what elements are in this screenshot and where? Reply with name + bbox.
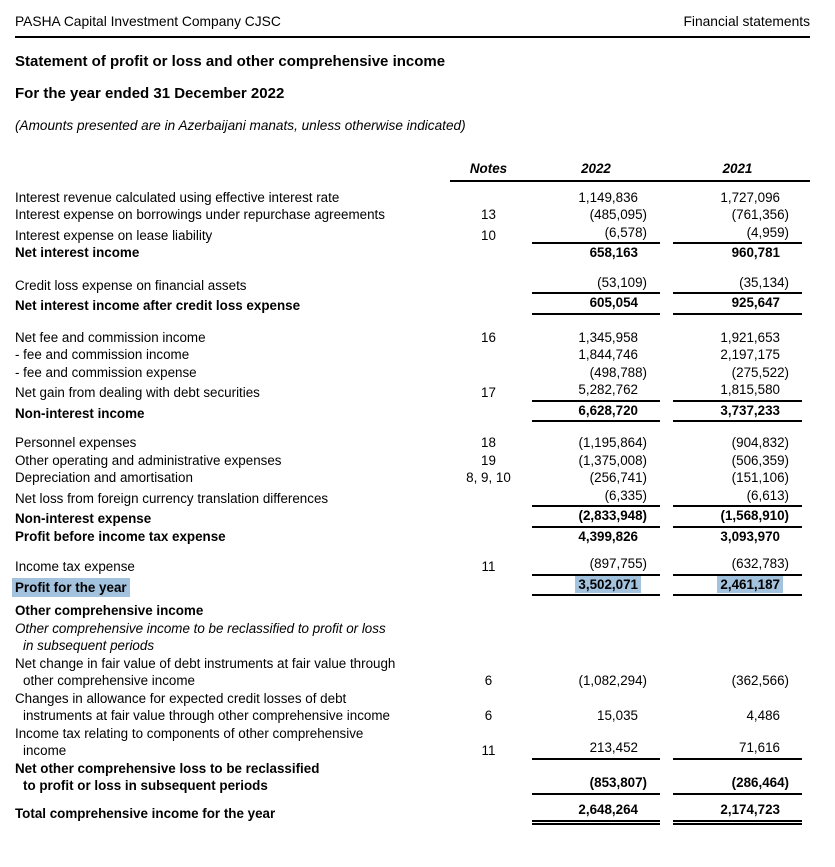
- table-row: [15, 690, 810, 725]
- row-label: [15, 760, 450, 795]
- row-label: [15, 452, 450, 470]
- row-label-line1: [15, 490, 450, 508]
- row-label: [15, 364, 450, 382]
- row-note: 6: [484, 673, 493, 688]
- row-label: [15, 620, 450, 655]
- row-note: 11: [481, 743, 496, 758]
- row-label-line1: [15, 579, 450, 597]
- row-label-line1: [15, 725, 450, 743]
- row-label: [15, 346, 450, 364]
- row-value-text: (853,807): [589, 775, 647, 790]
- row-value-2022: [532, 555, 660, 576]
- row-label-line2: income: [23, 743, 67, 758]
- row-value-text: (761,356): [731, 207, 789, 222]
- row-value-text: (256,741): [589, 470, 647, 485]
- row-value-2022: [532, 224, 660, 245]
- row-label: [15, 206, 450, 224]
- row-value-text: (151,106): [731, 470, 789, 485]
- row-label-text: Total comprehensive income for the year: [15, 805, 276, 821]
- row-label-text: Credit loss expense on financial assets: [15, 277, 247, 293]
- row-value-2022: [532, 434, 660, 452]
- row-value-2022: [532, 774, 660, 795]
- table-row: [15, 346, 810, 364]
- row-label-text: Personnel expenses: [15, 435, 137, 450]
- row-value-text: 1,921,653: [720, 329, 780, 345]
- table-row: [15, 801, 810, 823]
- table-row: [15, 760, 810, 795]
- row-label-line1: [15, 297, 450, 315]
- table-row: [15, 274, 810, 295]
- company-name: PASHA Capital Investment Company CJSC: [15, 14, 281, 29]
- row-value-2021: [673, 244, 802, 262]
- row-value-text: 5,282,762: [578, 382, 638, 397]
- row-label-line1: [15, 189, 450, 207]
- row-label-text: Net change in fair value of debt instruments at fair value through: [15, 655, 396, 671]
- row-value-text: (6,578): [604, 224, 647, 240]
- row-value-text: 213,452: [589, 740, 638, 755]
- table-row: [15, 224, 810, 245]
- header-label-spacer: [15, 160, 450, 182]
- row-value-text: (897,755): [589, 556, 647, 571]
- row-label: [15, 329, 450, 347]
- table-header-row: [15, 160, 810, 182]
- row-value-text: 71,616: [739, 740, 780, 755]
- row-label: [15, 227, 450, 245]
- row-label-line1: [15, 620, 450, 638]
- row-label-line2: to profit or loss in subsequent periods: [23, 778, 268, 793]
- row-label: [15, 655, 450, 690]
- row-label-text: Depreciation and amortisation: [15, 470, 193, 485]
- row-label: [15, 384, 450, 402]
- row-value-2022: [532, 452, 660, 470]
- row-label-line2: in subsequent periods: [23, 638, 155, 653]
- row-label: [15, 558, 450, 576]
- table-row: [15, 434, 810, 452]
- column-header-notes: Notes: [469, 161, 508, 176]
- row-value-2022: [532, 402, 660, 423]
- row-label-text: Interest expense on borrowings under repurchase agreements: [15, 207, 385, 222]
- row-note: 16: [481, 329, 496, 345]
- row-value-2022: [532, 189, 660, 207]
- row-note: 19: [481, 452, 496, 468]
- header-right-label: Financial statements: [683, 14, 810, 29]
- row-value-2021: [673, 346, 802, 364]
- row-value-2021: [673, 381, 802, 402]
- row-value-2021: [673, 329, 802, 347]
- row-value-2021: [673, 576, 802, 597]
- row-label-text: Net fee and commission income: [15, 329, 206, 345]
- row-value-text: 2,648,264: [578, 801, 638, 817]
- row-label-text: Net interest income: [15, 245, 140, 260]
- row-value-text: (4,959): [746, 224, 789, 240]
- row-label-text: Net gain from dealing with debt securities: [15, 385, 260, 400]
- row-value-text: 15,035: [597, 708, 638, 723]
- table-row: [15, 620, 810, 655]
- row-label: [15, 405, 450, 423]
- row-value-text: (6,613): [746, 487, 789, 503]
- row-value-text: 4,399,826: [578, 528, 638, 544]
- row-value-text: (904,832): [731, 435, 789, 450]
- row-label: [15, 244, 450, 262]
- row-label-line1: [15, 655, 450, 673]
- table-row: [15, 528, 810, 546]
- table-row: [15, 244, 810, 262]
- row-label: [15, 602, 450, 620]
- row-value-2022: [532, 672, 660, 690]
- row-label-line2: other comprehensive income: [23, 673, 195, 688]
- row-value-2021: [673, 528, 802, 546]
- row-value-text: 1,815,580: [720, 382, 780, 397]
- row-value-2022: [532, 274, 660, 295]
- row-label: [15, 297, 450, 315]
- financial-table-body: [15, 182, 810, 823]
- table-row: [15, 555, 810, 576]
- row-value-2022: [532, 469, 660, 487]
- row-value-text: 1,345,958: [578, 329, 638, 345]
- row-value-2021: [673, 487, 802, 508]
- section-spacer: [15, 315, 810, 329]
- row-label-text: Non-interest income: [15, 405, 145, 421]
- row-note: 17: [481, 385, 496, 400]
- row-label: [15, 189, 450, 207]
- row-value-text: 960,781: [731, 245, 780, 260]
- row-value-2022: [532, 346, 660, 364]
- section-spacer: [15, 422, 810, 434]
- row-value-text: 4,486: [746, 708, 780, 723]
- row-value-text: (632,783): [731, 556, 789, 571]
- row-label-line1: [15, 277, 450, 295]
- row-value-text: 3,093,970: [720, 528, 780, 544]
- row-label-text: Profit before income tax expense: [15, 528, 226, 544]
- table-row: [15, 381, 810, 402]
- row-value-text: (506,359): [731, 452, 789, 468]
- table-row: [15, 189, 810, 207]
- row-value-text: (275,522): [731, 364, 789, 380]
- row-note: 11: [481, 559, 496, 574]
- row-label: [15, 510, 450, 528]
- row-label-line1: [15, 329, 450, 347]
- row-value-2022: [532, 507, 660, 528]
- row-label-text: Non-interest expense: [15, 511, 152, 526]
- row-label-line1: [15, 760, 450, 778]
- row-label-text: Interest revenue calculated using effective interest rate: [15, 189, 340, 205]
- row-value-2022: [532, 528, 660, 546]
- row-label-text: Changes in allowance for expected credit losses of debt: [15, 690, 347, 706]
- row-value-text: (1,568,910): [720, 508, 789, 523]
- row-value-text: 605,054: [589, 295, 638, 310]
- row-value-2022: [532, 739, 660, 760]
- row-label: [15, 434, 450, 452]
- row-value-2021: [673, 189, 802, 207]
- section-spacer: [15, 545, 810, 555]
- statement-title: Statement of profit or loss and other comprehensive income: [15, 53, 446, 70]
- row-label-line1: [15, 805, 450, 823]
- column-header-2022: 2022: [581, 161, 611, 176]
- row-value-text: (485,095): [589, 207, 647, 222]
- row-value-text: 1,727,096: [720, 189, 780, 205]
- row-value-text: (6,335): [604, 487, 647, 503]
- row-note: 10: [481, 227, 496, 243]
- row-value-text: (1,195,864): [578, 435, 647, 450]
- row-label: [15, 528, 450, 546]
- row-value-text: (35,134): [739, 274, 789, 290]
- row-value-text: (1,082,294): [578, 673, 647, 688]
- row-label-line1: [15, 384, 450, 402]
- row-label-text: Profit for the year: [12, 578, 130, 598]
- row-label: [15, 469, 450, 487]
- row-label-text: Net interest income after credit loss expense: [15, 298, 301, 313]
- table-row: [15, 655, 810, 690]
- row-value-text: 925,647: [731, 295, 780, 310]
- amounts-note: (Amounts presented are in Azerbaijani manats, unless otherwise indicated): [15, 118, 466, 133]
- row-label-line1: [15, 227, 450, 245]
- section-spacer: [15, 262, 810, 274]
- table-row: [15, 507, 810, 528]
- column-header-2021: 2021: [722, 161, 753, 176]
- row-value-text: 6,628,720: [578, 402, 638, 418]
- row-value-text: 3,502,071: [575, 576, 641, 593]
- row-label-line2: instruments at fair value through other comprehensive income: [23, 708, 390, 723]
- table-row: [15, 469, 810, 487]
- row-value-2022: [532, 576, 660, 597]
- row-value-2021: [673, 801, 802, 823]
- row-value-2022: [532, 244, 660, 262]
- row-label-text: Interest expense on lease liability: [15, 227, 213, 243]
- table-row: [15, 402, 810, 423]
- row-label: [15, 805, 450, 823]
- row-value-2021: [673, 452, 802, 470]
- row-label: [15, 277, 450, 295]
- row-value-2021: [673, 672, 802, 690]
- row-value-2022: [532, 329, 660, 347]
- row-value-text: 3,737,233: [720, 402, 780, 418]
- table-row: [15, 294, 810, 315]
- row-label-text: Other comprehensive income to be reclassified to profit or loss: [15, 620, 386, 636]
- row-label-line1: [15, 602, 450, 620]
- row-value-text: (286,464): [731, 775, 789, 790]
- table-row: [15, 364, 810, 382]
- row-label-line1: [15, 244, 450, 262]
- row-label-text: Income tax expense: [15, 559, 135, 574]
- row-value-text: 2,197,175: [720, 347, 780, 362]
- row-label-text: - fee and commission income: [15, 347, 190, 362]
- row-value-2021: [673, 507, 802, 528]
- row-note: 13: [481, 207, 496, 222]
- row-value-text: (1,375,008): [578, 452, 647, 468]
- row-note: 6: [484, 708, 493, 723]
- row-value-text: (53,109): [597, 274, 647, 290]
- row-label-line1: [15, 690, 450, 708]
- financial-table: [15, 160, 810, 822]
- table-row: [15, 206, 810, 224]
- row-label-line1: [15, 206, 450, 224]
- row-value-text: 1,149,836: [578, 189, 638, 205]
- row-value-2021: [673, 739, 802, 760]
- table-row: [15, 487, 810, 508]
- table-row: [15, 602, 810, 620]
- row-value-2021: [673, 707, 802, 725]
- row-label-text: Net other comprehensive loss to be reclassified: [15, 760, 320, 776]
- row-value-text: (362,566): [731, 673, 789, 688]
- table-header-columns: [450, 160, 810, 182]
- row-value-2022: [532, 206, 660, 224]
- column-gap: [660, 160, 673, 178]
- table-row: [15, 576, 810, 597]
- row-value-text: (498,788): [589, 364, 647, 380]
- row-value-text: (2,833,948): [578, 508, 647, 523]
- row-value-2021: [673, 364, 802, 382]
- row-label: [15, 579, 450, 597]
- row-label-line1: [15, 346, 450, 364]
- row-label-text: Net loss from foreign currency translation differences: [15, 490, 329, 506]
- row-value-2021: [673, 469, 802, 487]
- row-value-2022: [532, 487, 660, 508]
- row-label: [15, 725, 450, 760]
- row-note: 18: [481, 435, 496, 450]
- row-label-text: - fee and commission expense: [15, 364, 197, 380]
- page-header: [15, 14, 810, 38]
- row-label-line1: [15, 469, 450, 487]
- row-note: 8, 9, 10: [466, 470, 511, 485]
- table-row: [15, 452, 810, 470]
- row-value-2022: [532, 707, 660, 725]
- row-value-text: 2,174,723: [720, 801, 780, 817]
- row-value-text: 658,163: [589, 245, 638, 260]
- row-value-2022: [532, 801, 660, 823]
- row-label: [15, 490, 450, 508]
- row-label-text: Income tax relating to components of other comprehensive: [15, 725, 364, 741]
- row-label-line1: [15, 558, 450, 576]
- row-value-2021: [673, 294, 802, 315]
- row-value-2021: [673, 402, 802, 423]
- row-value-2022: [532, 364, 660, 382]
- table-row: [15, 725, 810, 760]
- row-value-text: 1,844,746: [578, 347, 638, 362]
- row-label-text: Other comprehensive income: [15, 603, 204, 618]
- row-label-line1: [15, 434, 450, 452]
- row-value-2021: [673, 555, 802, 576]
- table-row: [15, 329, 810, 347]
- row-value-2021: [673, 224, 802, 245]
- row-label-line1: [15, 452, 450, 470]
- row-value-2021: [673, 434, 802, 452]
- row-value-2022: [532, 294, 660, 315]
- row-value-2021: [673, 274, 802, 295]
- row-label-text: Other operating and administrative expenses: [15, 452, 282, 468]
- row-label-line1: [15, 364, 450, 382]
- row-label: [15, 690, 450, 725]
- row-label-line1: [15, 405, 450, 423]
- row-value-2021: [673, 774, 802, 795]
- row-value-2022: [532, 381, 660, 402]
- row-label-line1: [15, 528, 450, 546]
- statement-period: For the year ended 31 December 2022: [15, 85, 285, 102]
- row-label-line1: [15, 510, 450, 528]
- row-value-text: 2,461,187: [717, 576, 783, 593]
- row-value-2021: [673, 206, 802, 224]
